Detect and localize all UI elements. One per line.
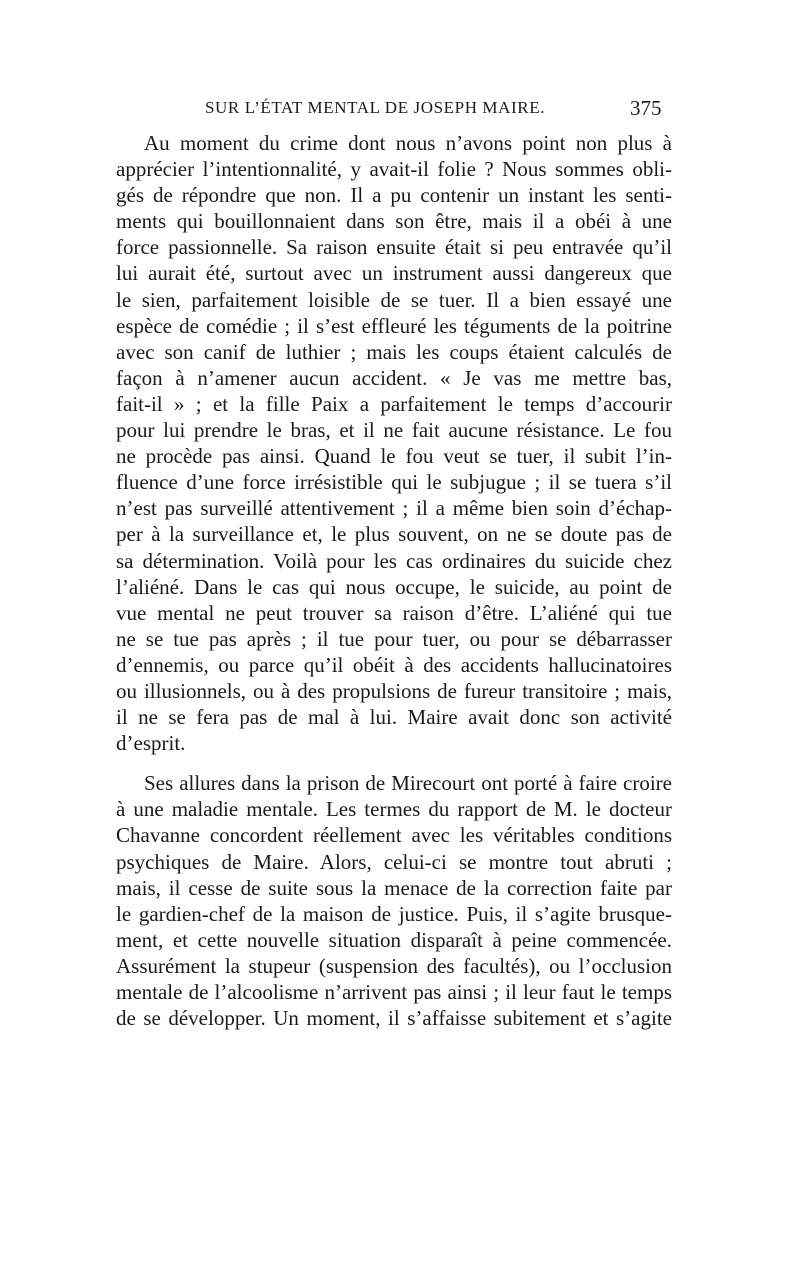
text-line: Ses allures dans la prison de Mirecourt ont porté à faire croire — [144, 771, 672, 796]
text-line: il ne se fera pas de mal à lui. Maire avait donc son activité — [116, 705, 672, 730]
running-title: SUR L’ÉTAT MENTAL DE JOSEPH MAIRE. — [205, 98, 546, 117]
text-line: le gardien-chef de la maison de justice. Puis, il s’agite brusque- — [116, 901, 672, 926]
text-line: ne procède pas ainsi. Quand le fou veut se tuer, il subit l’in- — [116, 444, 672, 469]
text-line: force passionnelle. Sa raison ensuite était si peu entravée qu’il — [116, 235, 672, 260]
body-text — [116, 130, 672, 1031]
text-line: vue mental ne peut trouver sa raison d’être. L’aliéné qui tue — [116, 600, 672, 625]
text-line: mentale de l’alcoolisme n’arrivent pas ainsi ; il leur faut le temps — [116, 980, 672, 1004]
paragraph-1 — [116, 130, 672, 756]
text-line: d’esprit. — [116, 731, 186, 756]
text-line: mais, il cesse de suite sous la menace de la correction faite par — [116, 875, 672, 900]
text-line: pour lui prendre le bras, et il ne fait aucune résistance. Le fou — [116, 418, 672, 443]
text-line: gés de répondre que non. Il a pu contenir un instant les senti- — [116, 183, 672, 208]
text-line: d’ennemis, ou parce qu’il obéit à des accidents hallucinatoires — [116, 652, 672, 677]
text-line: espèce de comédie ; il s’est effleuré les téguments de la poitrine — [116, 313, 672, 338]
text-line: per à la surveillance et, le plus souvent, on ne se doute pas de — [116, 522, 672, 547]
text-line: ments qui bouillonnaient dans son être, mais il a obéi à une — [116, 209, 672, 234]
text-line: apprécier l’intentionnalité, y avait-il folie ? Nous sommes obli- — [116, 157, 672, 182]
text-line: à une maladie mentale. Les termes du rapport de M. le docteur — [116, 797, 672, 822]
text-line: sa détermination. Voilà pour les cas ordinaires du suicide chez — [116, 548, 672, 573]
page-number: 375 — [630, 96, 662, 120]
text-line: le sien, parfaitement loisible de se tuer. Il a bien essayé une — [116, 287, 672, 312]
text-line: fluence d’une force irrésistible qui le subjugue ; il se tuera s’il — [116, 470, 672, 495]
text-line: n’est pas surveillé attentivement ; il a même bien soin d’échap- — [116, 496, 672, 521]
paragraph-2 — [116, 770, 672, 1031]
text-line: ne se tue pas après ; il tue pour tuer, ou pour se débarrasser — [116, 626, 672, 651]
text-line: de se développer. Un moment, il s’affaisse subitement et s’agite — [116, 1006, 672, 1031]
text-line: avec son canif de luthier ; mais les coups étaient calculés de — [116, 339, 672, 364]
text-line: l’aliéné. Dans le cas qui nous occupe, le suicide, au point de — [116, 574, 672, 599]
text-line: ment, et cette nouvelle situation disparaît à peine commencée. — [116, 927, 672, 952]
text-line: Chavanne concordent réellement avec les véritables conditions — [116, 823, 672, 848]
text-line: lui aurait été, surtout avec un instrument aussi dangereux que — [116, 261, 672, 286]
text-line: Assurément la stupeur (suspension des facultés), ou l’occlusion — [116, 953, 672, 978]
text-line: ou illusionnels, ou à des propulsions de fureur transitoire ; mais, — [116, 678, 672, 703]
text-line: façon à n’amener aucun accident. « Je vas me mettre bas, — [116, 365, 672, 390]
text-line: psychiques de Maire. Alors, celui-ci se montre tout abruti ; — [116, 849, 672, 874]
text-line: fait-il » ; et la fille Paix a parfaitement le temps d’accourir — [116, 391, 672, 416]
text-line: Au moment du crime dont nous n’avons point non plus à — [144, 131, 672, 155]
